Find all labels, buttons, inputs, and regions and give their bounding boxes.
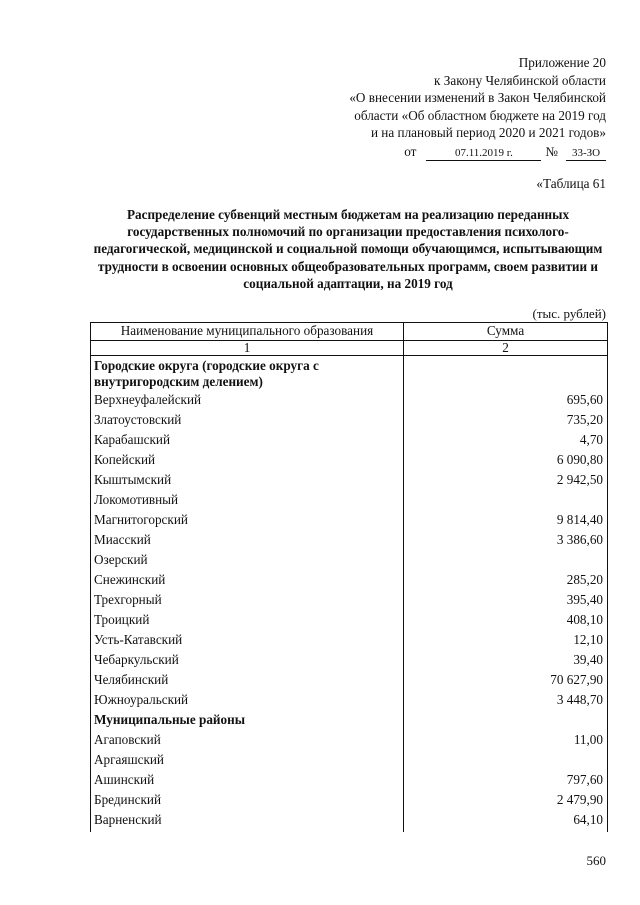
column-header-amount: Сумма [404,323,608,341]
municipality-name: Карабашский [91,432,404,452]
table-row [91,492,608,512]
table-row [91,752,608,772]
table-row [91,632,608,652]
table-header-row [91,323,608,341]
amount-value: 735,20 [404,412,608,432]
municipality-name: Локомотивный [91,492,404,512]
subvention-table [90,322,608,832]
municipality-name: Ашинский [91,772,404,792]
municipality-name: Агаповский [91,732,404,752]
table-row [91,812,608,832]
table-section-row [91,712,608,732]
amount-value: 285,20 [404,572,608,592]
column-number: 1 [91,341,404,356]
amount-value [404,712,608,732]
column-number: 2 [404,341,608,356]
amount-value: 11,00 [404,732,608,752]
table-row [91,612,608,632]
date-prefix: от [404,143,417,159]
amount-value: 39,40 [404,652,608,672]
table-row [91,652,608,672]
section-name: Городские округа (городские округа с внутригородским делением) [91,356,404,393]
municipality-name: Озерский [91,552,404,572]
header-line: к Закону Челябинской области [434,72,606,88]
amount-value: 2 942,50 [404,472,608,492]
header-line: и на плановый период 2020 и 2021 годов» [370,125,606,141]
section-name: Муниципальные районы [91,712,404,732]
amount-value: 4,70 [404,432,608,452]
table-row [91,532,608,552]
amount-value: 3 386,60 [404,532,608,552]
municipality-name: Снежинский [91,572,404,592]
municipality-name: Усть-Катавский [91,632,404,652]
header-line: Приложение 20 [518,55,606,70]
amount-value: 408,10 [404,612,608,632]
amount-value: 64,10 [404,812,608,832]
table-row [91,412,608,432]
table-row [91,452,608,472]
municipality-name: Копейский [91,452,404,472]
units-label: (тыс. рублей) [532,306,606,321]
municipality-name: Магнитогорский [91,512,404,532]
column-header-name: Наименование муниципального образования [91,323,404,341]
table-section-row [91,356,608,393]
amount-value: 12,10 [404,632,608,652]
table-row [91,692,608,712]
appendix-header [300,54,606,161]
municipality-name: Златоустовский [91,412,404,432]
table-row [91,732,608,752]
amount-value: 797,60 [404,772,608,792]
header-line: «О внесении изменений в Закон Челябинской [349,90,606,106]
table-row [91,572,608,592]
municipality-name: Варненский [91,812,404,832]
table-reference: «Таблица 61 [536,176,606,191]
table-row [91,792,608,812]
table-row [91,432,608,452]
amount-value [404,552,608,572]
amount-value: 9 814,40 [404,512,608,532]
amount-value: 2 479,90 [404,792,608,812]
amount-value: 70 627,90 [404,672,608,692]
table-row [91,772,608,792]
table-column-number-row [91,341,608,356]
municipality-name: Верхнеуфалейский [91,392,404,412]
amount-value: 395,40 [404,592,608,612]
law-number: 33-ЗО [566,147,606,161]
law-date: 07.11.2019 г. [426,147,541,161]
table-row [91,592,608,612]
document-title: Распределение субвенций местным бюджетам на реализацию переданных государственных полномочий по организации предоставления психолого-педагогической, медицинской и социальной помощи обучающимся, испытывающим трудности в освоении основных общеобразовательных программ, своем развитии и социальной адаптации, на 2019 год [93,207,603,291]
amount-value [404,752,608,772]
municipality-name: Чебаркульский [91,652,404,672]
table-row [91,552,608,572]
municipality-name: Кыштымский [91,472,404,492]
municipality-name: Аргаяшский [91,752,404,772]
amount-value: 3 448,70 [404,692,608,712]
number-prefix: № [545,143,558,159]
amount-value: 695,60 [404,392,608,412]
municipality-name: Брединский [91,792,404,812]
municipality-name: Трехгорный [91,592,404,612]
amount-value [404,492,608,512]
table-row [91,672,608,692]
municipality-name: Южноуральский [91,692,404,712]
municipality-name: Троицкий [91,612,404,632]
table-row [91,472,608,492]
page-number: 560 [586,853,606,868]
municipality-name: Миасский [91,532,404,552]
table-row [91,512,608,532]
municipality-name: Челябинский [91,672,404,692]
law-date-number [300,143,606,161]
header-line: области «Об областном бюджете на 2019 год [354,107,606,123]
amount-value: 6 090,80 [404,452,608,472]
amount-value [404,356,608,393]
table-row [91,392,608,412]
